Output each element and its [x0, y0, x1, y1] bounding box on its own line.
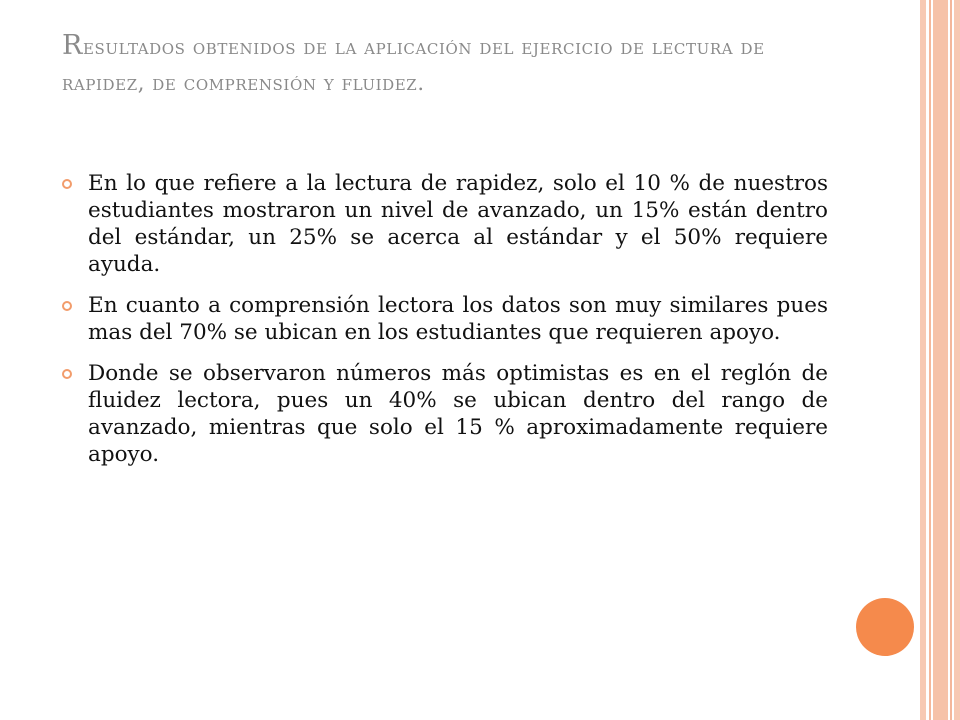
- decorative-circle: [856, 598, 914, 656]
- circle-bullet-icon: [62, 301, 72, 311]
- decorative-stripe: [950, 0, 952, 720]
- slide-title: [62, 28, 822, 101]
- decorative-stripe: [954, 0, 960, 720]
- bullet-item: [62, 360, 828, 468]
- circle-bullet-icon: [62, 369, 72, 379]
- bullet-text: Donde se observaron números más optimistas es en el reglón de fluidez lectora, pues un 40% se ubican dentro del rango de avanzado, mientras que solo el 15 % aproximadamente requiere apoyo.: [88, 361, 828, 467]
- bullet-item: [62, 292, 828, 346]
- bullet-text: En lo que refiere a la lectura de rapidez, solo el 10 % de nuestros estudiantes mostraron un nivel de avanzado, un 15% están dentro del estándar, un 25% se acerca al estándar y el 50% requiere ayuda.: [88, 171, 828, 277]
- decorative-stripe: [920, 0, 926, 720]
- title-text: esultados obtenidos de la aplicación del ejercicio de lectura de rapidez, de comprensión y fluidez.: [62, 35, 765, 95]
- bullet-list: [62, 170, 828, 482]
- bullet-text: En cuanto a comprensión lectora los datos son muy similares pues mas del 70% se ubican en los estudiantes que requieren apoyo.: [88, 293, 828, 345]
- circle-bullet-icon: [62, 179, 72, 189]
- title-first-letter: R: [62, 30, 83, 61]
- decorative-stripe: [929, 0, 931, 720]
- decorative-stripe: [933, 0, 948, 720]
- bullet-item: [62, 170, 828, 278]
